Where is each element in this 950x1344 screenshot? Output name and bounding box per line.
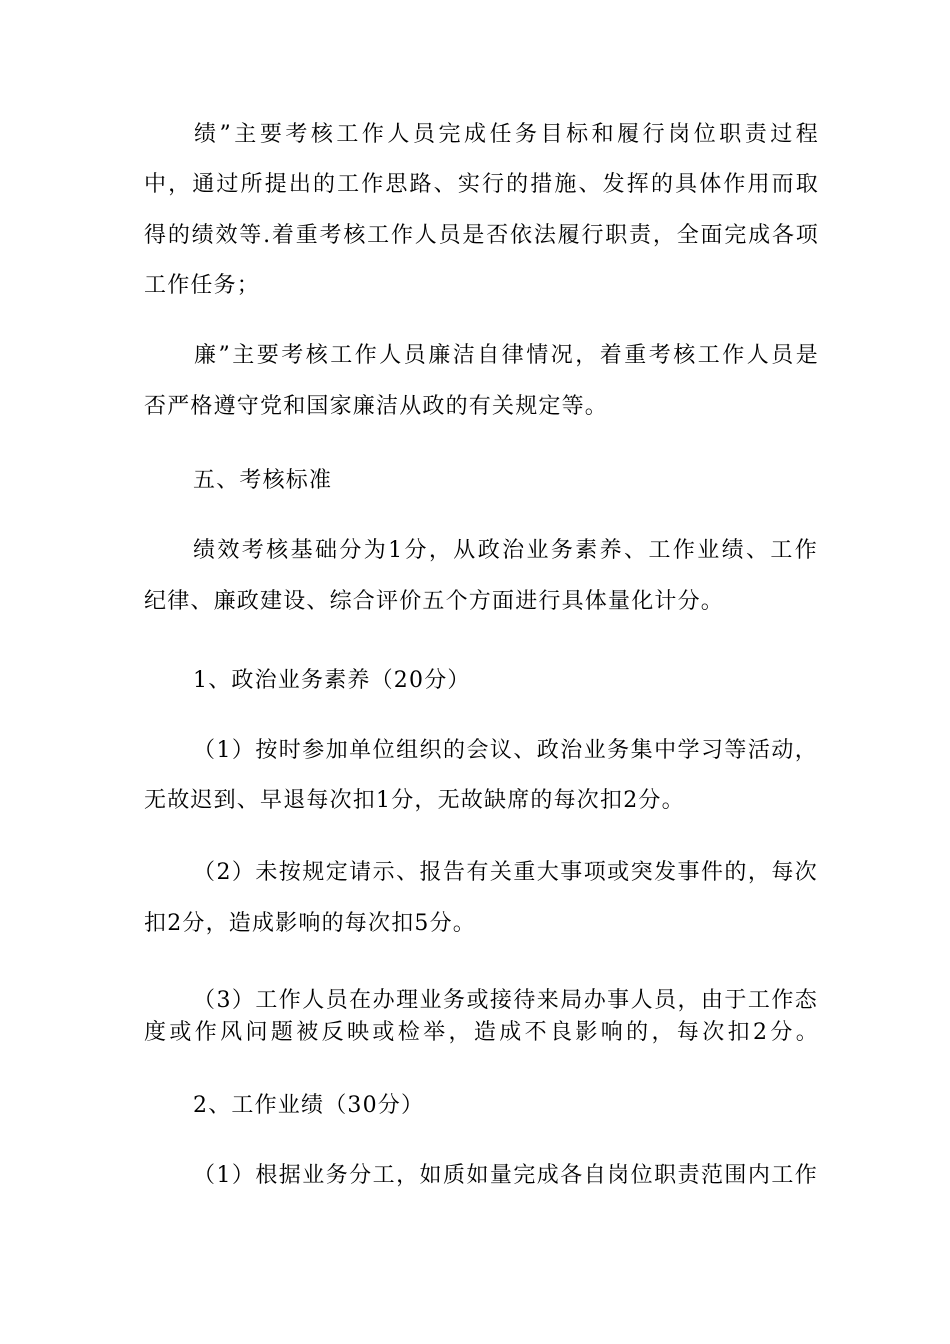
paragraph-ji-line-2: 中，通过所提出的工作思路、实行的措施、发挥的具体作用而取 xyxy=(144,172,819,197)
paragraph-ji-line-1: 绩”主要考核工作人员完成任务目标和履行岗位职责过程 xyxy=(194,122,819,147)
item-1-2-line-1: （2）未按规定请示、报告有关重大事项或突发事件的，每次 xyxy=(193,860,818,885)
paragraph-base-score-line-2: 纪律、廉政建设、综合评价五个方面进行具体量化计分。 xyxy=(144,589,725,614)
subheading-work-performance: 2、工作业绩（30分） xyxy=(193,1093,425,1118)
subheading-political-quality: 1、政治业务素养（20分） xyxy=(193,668,471,693)
item-1-2-line-2: 扣2分，造成影响的每次扣5分。 xyxy=(144,911,476,936)
item-1-1-line-1: （1）按时参加单位组织的会议、政治业务集中学习等活动， xyxy=(193,738,818,763)
item-2-1-line-1: （1）根据业务分工，如质如量完成各自岗位职责范围内工作 xyxy=(193,1163,818,1188)
paragraph-ji-line-3: 得的绩效等.着重考核工作人员是否依法履行职责，全面完成各项 xyxy=(144,223,819,248)
item-1-3-line-1: （3）工作人员在办理业务或接待来局办事人员，由于工作态 xyxy=(193,988,818,1013)
section-heading-assessment-standard: 五、考核标准 xyxy=(193,468,333,493)
paragraph-base-score-line-1: 绩效考核基础分为1分，从政治业务素养、工作业绩、工作 xyxy=(193,538,818,563)
paragraph-lian-line-2: 否严格遵守党和国家廉洁从政的有关规定等。 xyxy=(144,394,609,419)
paragraph-ji-line-4: 工作任务； xyxy=(144,273,261,298)
item-1-1-line-2: 无故迟到、早退每次扣1分，无故缺席的每次扣2分。 xyxy=(144,788,685,813)
item-1-3-line-2: 度或作风问题被反映或检举，造成不良影响的，每次扣2分。 xyxy=(144,1020,819,1045)
paragraph-lian-line-1: 廉”主要考核工作人员廉洁自律情况，着重考核工作人员是 xyxy=(194,343,819,368)
